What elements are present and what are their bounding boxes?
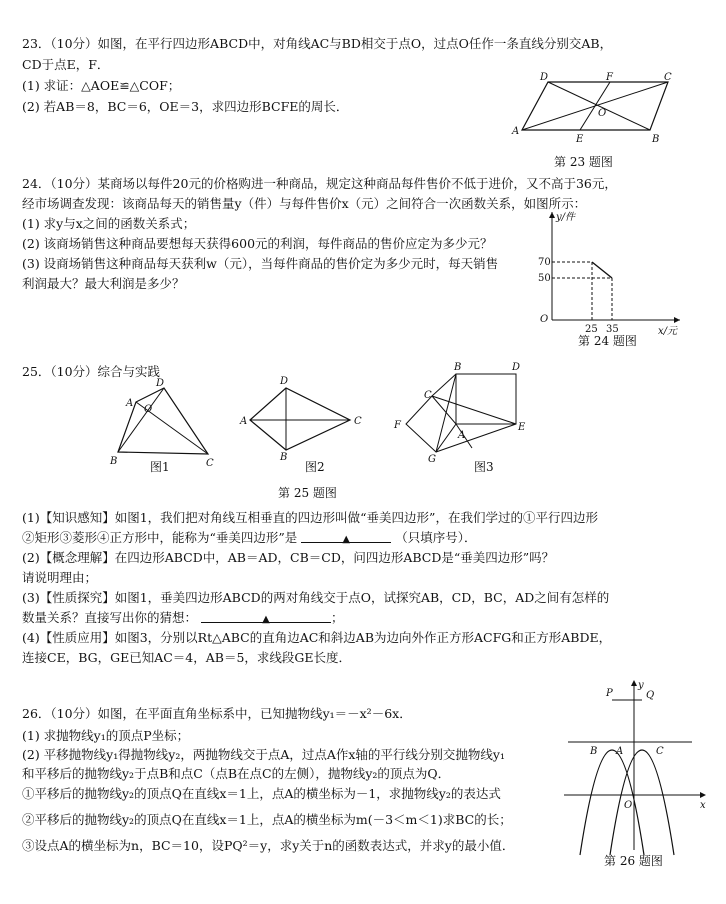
q25-fig1-label-d: D <box>156 378 165 389</box>
q26-label-x: x <box>700 800 706 811</box>
q26-label-c: C <box>656 746 664 757</box>
q26-line3: (2) 平移抛物线y₁得抛物线y₂，两抛物线交于点A，过点A作x轴的平行线分别交抛物线y₁ <box>22 747 506 762</box>
q23-label-o: O <box>598 108 607 119</box>
q25-answer-blank-2[interactable] <box>201 610 331 623</box>
q25-fig3-label-g: G <box>428 454 436 465</box>
q25-fig3-label-c: C <box>424 390 432 401</box>
q26-label-p: P <box>606 688 613 699</box>
q24-line5: (3) 设商场销售这种商品每天获利w（元），当每件商品的售价定为多少元时，每天销售 <box>22 256 499 271</box>
q23-label-e: E <box>576 134 584 145</box>
q25-line5: (3)【性质探究】如图1，垂美四边形ABCD的两对角线交于点O，试探究AB，CD，BC，AD之间有怎样的 <box>22 590 610 605</box>
q25-fig2-label-a: A <box>240 416 248 427</box>
q25-fig2-label-d: D <box>280 376 289 387</box>
q25-line4: 请说明理由； <box>22 570 98 585</box>
q26-parabola-figure <box>560 680 710 855</box>
q25-fig1-caption: 图1 <box>150 460 170 474</box>
q23-label-d: D <box>540 72 549 83</box>
q24-x-axis-label: x/元 <box>658 326 678 337</box>
q25-line2: ②矩形③菱形④正方形中，能称为“垂美四边形”是 <box>22 530 298 545</box>
q24-tick-25: 25 <box>585 324 598 335</box>
q25-line6: 数量关系？直接写出你的猜想： <box>22 610 198 625</box>
q25-fig3-label-a: A <box>458 430 466 441</box>
q26-line6: ②平移后的抛物线y₂的顶点Q在直线x＝1上，点A的横坐标为m(－3＜m＜1)求BC的长； <box>22 812 512 827</box>
q25-title: 25．（10分）综合与实践 <box>22 364 161 379</box>
q26-label-y: y <box>638 680 644 691</box>
q23-line4: (2) 若AB＝8，BC＝6，OE＝3，求四边形BCFE的周长． <box>22 99 349 114</box>
q25-line3: (2)【概念理解】在四边形ABCD中，AB＝AD，CB＝CD，问四边形ABCD是“垂美四边形”吗？ <box>22 550 555 565</box>
q25-figure-3 <box>392 362 532 465</box>
q24-line3: (1) 求y与x之间的函数关系式； <box>22 216 196 231</box>
q26-label-q: Q <box>646 690 655 701</box>
q25-line1: (1)【知识感知】如图1，我们把对角线互相垂直的四边形叫做“垂美四边形”，在我们学过的①平行四边形 <box>22 510 598 525</box>
q26-line4: 和平移后的抛物线y₂于点B和点C（点B在点C的左侧），抛物线y₂的顶点为Q． <box>22 766 451 781</box>
q26-label-a: A <box>616 746 624 757</box>
q23-line2: CD于点E，F． <box>22 57 110 72</box>
q23-label-c: C <box>664 72 672 83</box>
q25-line2b: （只填序号）． <box>395 530 477 545</box>
q24-line6: 利润最大？最大利润是多少？ <box>22 276 185 291</box>
q25-fig3-label-b: B <box>454 362 462 373</box>
q25-line8: 连接CE，BG，GE已知AC＝4，AB＝5，求线段GE长度． <box>22 650 352 665</box>
q26-label-o: O <box>624 800 633 811</box>
q24-caption: 第 24 题图 <box>578 334 637 348</box>
q25-fig3-label-f: F <box>394 420 401 431</box>
q24-function-graph <box>538 210 690 337</box>
q26-line5: ①平移后的抛物线y₂的顶点Q在直线x＝1上，点A的横坐标为－1，求抛物线y₂的表达式 <box>22 786 501 801</box>
q23-parallelogram-figure <box>510 72 670 152</box>
q26-line7: ③设点A的横坐标为n，BC＝10，设PQ²＝y，求y关于n的函数表达式，并求y的最小值． <box>22 838 515 853</box>
q24-line4: (2) 该商场销售这种商品要想每天获得600元的利润，每件商品的售价应定为多少元？ <box>22 236 493 251</box>
q23-caption: 第 23 题图 <box>554 155 613 169</box>
q25-caption: 第 25 题图 <box>278 486 337 500</box>
q23-line1: 23．（10分）如图，在平行四边形ABCD中，对角线AC与BD相交于点O，过点O任作一条直线分别交AB， <box>22 36 613 51</box>
q25-fig2-caption: 图2 <box>305 460 325 474</box>
q24-tick-70: 70 <box>538 257 551 268</box>
q25-fig1-label-a: A <box>126 398 134 409</box>
q25-fig1-label-b: B <box>110 456 118 467</box>
q25-line7: (4)【性质应用】如图3，分别以Rt△ABC的直角边AC和斜边AB为边向外作正方形ACFG和正方形ABDE， <box>22 630 612 645</box>
q25-answer-blank-1[interactable] <box>301 530 391 543</box>
q23-line3: (1) 求证：△AOE≌△COF； <box>22 78 181 93</box>
q24-tick-35: 35 <box>606 324 619 335</box>
q24-line1: 24．（10分）某商场以每件20元的价格购进一种商品，规定这种商品每件售价不低于进价，又不高于36元， <box>22 176 617 191</box>
q25-fig2-label-c: C <box>354 416 362 427</box>
q24-line2: 经市场调查发现：该商品每天的销售量y（件）与每件售价x（元）之间符合一次函数关系，如图所示： <box>22 196 587 211</box>
q25-figure-2 <box>240 376 362 463</box>
q26-label-b: B <box>590 746 598 757</box>
q24-origin-label: O <box>540 314 549 325</box>
q25-line2-wrap <box>22 530 477 546</box>
q25-fig3-caption: 图3 <box>474 460 494 474</box>
triangle-icon: ▲ <box>262 614 270 625</box>
q25-fig1-label-o: O <box>144 404 153 415</box>
q23-label-b: B <box>652 134 660 145</box>
q25-fig3-label-e: E <box>518 422 526 433</box>
q24-tick-50: 50 <box>538 273 551 284</box>
q25-line6-wrap: 数量关系？直接写出你的猜想： ▲ ； <box>22 610 344 625</box>
triangle-icon: ▲ <box>342 534 351 545</box>
q24-y-axis-label: y/件 <box>556 212 576 223</box>
q25-fig1-label-c: C <box>206 458 214 469</box>
q26-line2: (1) 求抛物线y₁的顶点P坐标； <box>22 728 190 743</box>
q26-line1: 26．（10分）如图，在平面直角坐标系中，已知抛物线y₁＝－x²－6x． <box>22 706 412 721</box>
q25-fig2-label-b: B <box>280 452 288 463</box>
q23-label-f: F <box>606 72 613 83</box>
q23-label-a: A <box>512 126 520 137</box>
q25-fig3-label-d: D <box>512 362 521 373</box>
q26-caption: 第 26 题图 <box>604 854 663 868</box>
